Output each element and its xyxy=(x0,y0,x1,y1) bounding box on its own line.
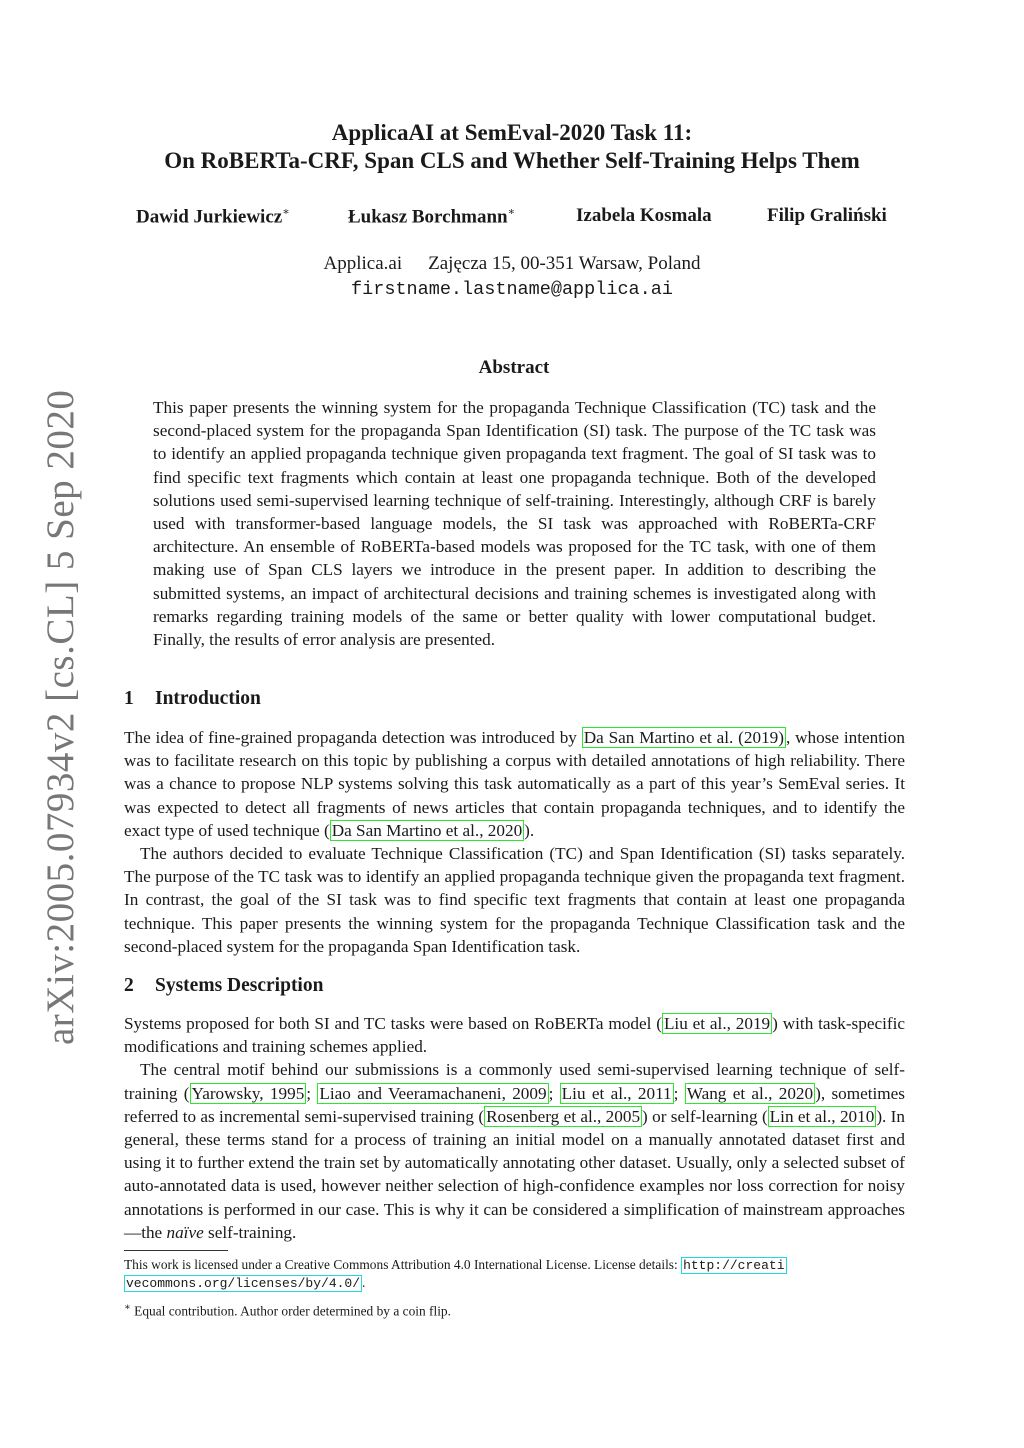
section-2-body xyxy=(124,1012,905,1244)
section-2-paragraph-2: The central motif behind our submissions is a commonly used semi-supervised learning technique of self-training ( Yarowsky, 1995 ; Liao and Veeramachaneni, 2009 ; Liu et al., 2011 ; Wang et al., 2020 ), sometimes referred to as incremental semi-supervised training ( Rosenberg et al., 2005 ) or self-learning ( Lin et al., 2010 ). In general, these terms stand for a process of training an initial model on a manually annotated dataset first and using it to further extend the train set by automatically annotating other dataset. Usually, only a selected subset of auto-annotated data is used, however neither selection of high-confidence examples nor loss correction for noisy annotations is performed in our case. This is why it can be considered a simplification of mainstream approaches—the naïve self-training. xyxy=(124,1060,905,1242)
affiliation-address: Zajęcza 15, 00-351 Warsaw, Poland xyxy=(428,253,701,274)
section-2-number: 2 xyxy=(124,975,134,996)
citation-link[interactable]: Liu et al., 2019 xyxy=(663,1014,771,1033)
section-2-heading xyxy=(124,975,323,997)
section-1-number: 1 xyxy=(124,688,134,709)
license-url-link[interactable]: http://creati xyxy=(683,1258,785,1273)
arxiv-watermark: arXiv:2005.07934v2 [cs.CL] 5 Sep 2020 xyxy=(39,389,82,1045)
affiliation-email: firstname.lastname@applica.ai xyxy=(351,279,673,300)
abstract-text: This paper presents the winning system for the propaganda Technique Classification (TC) task and the second-placed system for the propaganda Span Identification (SI) task. The purpose of the TC task was to identify an applied propaganda technique given propaganda text fragment. The goal of SI task was to find specific text fragments which contain at least one propaganda technique. Both of the developed solutions used semi-supervised learning technique of self-training. Interestingly, although CRF is barely used with transformer-based language models, the SI task was approached with RoBERTa-CRF architecture. An ensemble of RoBERTa-based models was proposed for the TC task, with one of them making use of Span CLS layers we introduce in the present paper. In addition to describing the submitted systems, an impact of architectural decisions and training schemes is investigated along with remarks regarding training models of the same or better quality with lower computational budget. Finally, the results of error analysis are presented. xyxy=(153,398,876,650)
citation-link[interactable]: Da San Martino et al., 2020 xyxy=(331,820,523,840)
citation-link[interactable]: Lin et al., 2010 xyxy=(769,1106,875,1126)
author-2: Łukasz Borchmann∗ xyxy=(348,206,516,228)
license-url-link-continued[interactable]: vecommons.org/licenses/by/4.0/ xyxy=(126,1276,361,1291)
affiliation-org: Applica.ai xyxy=(323,253,403,274)
citation-link[interactable]: Wang et al., 2020 xyxy=(686,1083,814,1103)
section-1-heading xyxy=(124,688,261,710)
author-3: Izabela Kosmala xyxy=(576,205,712,226)
section-2-paragraph-1: Systems proposed for both SI and TC tasks were based on RoBERTa model ( Liu et al., 2019 ) with task-specific modifications and training schemes applied. xyxy=(124,1014,905,1057)
section-1-title: Introduction xyxy=(155,688,261,709)
citation-link[interactable]: Liao and Veeramachaneni, 2009 xyxy=(319,1083,547,1103)
paper-title-line-2: On RoBERTa-CRF, Span CLS and Whether Self-Training Helps Them xyxy=(164,148,860,173)
citation-link[interactable]: Yarowsky, 1995 xyxy=(191,1083,305,1103)
license-footnote: This work is licensed under a Creative Commons Attribution 4.0 International License. License details: http://creati vecommons.org/licenses/by/4.0/ . xyxy=(124,1257,785,1291)
section-1-paragraph-1: The idea of fine-grained propaganda detection was introduced by Da San Martino et al. (2019) , whose intention was to facilitate research on this topic by publishing a corpus with detailed annotations of high reliability. There was a chance to propose NLP systems solving this task automatically as a part of this year’s SemEval series. It was expected to detect all fragments of news articles that contain propaganda techniques, and to identify the exact type of used technique ( Da San Martino et al., 2020 ). xyxy=(124,728,905,840)
affiliation xyxy=(0,253,1024,275)
paper-title-line-1: ApplicaAI at SemEval-2020 Task 11: xyxy=(331,120,693,145)
section-2-title: Systems Description xyxy=(155,975,324,996)
author-4: Filip Graliński xyxy=(767,205,887,226)
section-1-paragraph-2: The authors decided to evaluate Technique Classification (TC) and Span Identification (SI) tasks separately. The purpose of the TC task was to identify an applied propaganda technique given the propaganda text fragment. In contrast, the goal of the SI task was to find specific text fragments that contain at least one propaganda technique. This paper presents the winning system for the propaganda Technique Classification task and the second-placed system for the propaganda Span Identification task. xyxy=(124,844,905,956)
citation-link[interactable]: Rosenberg et al., 2005 xyxy=(486,1106,641,1126)
citation-link[interactable]: Da San Martino et al. (2019) xyxy=(583,728,785,747)
footnote-rule xyxy=(124,1250,228,1251)
section-1-body xyxy=(124,726,905,958)
abstract-heading: Abstract xyxy=(478,357,550,378)
author-1: Dawid Jurkiewicz∗ xyxy=(136,206,290,228)
equal-contribution-footnote: ∗ Equal contribution. Author order determined by a coin flip. xyxy=(124,1302,451,1319)
citation-link[interactable]: Liu et al., 2011 xyxy=(561,1083,672,1103)
